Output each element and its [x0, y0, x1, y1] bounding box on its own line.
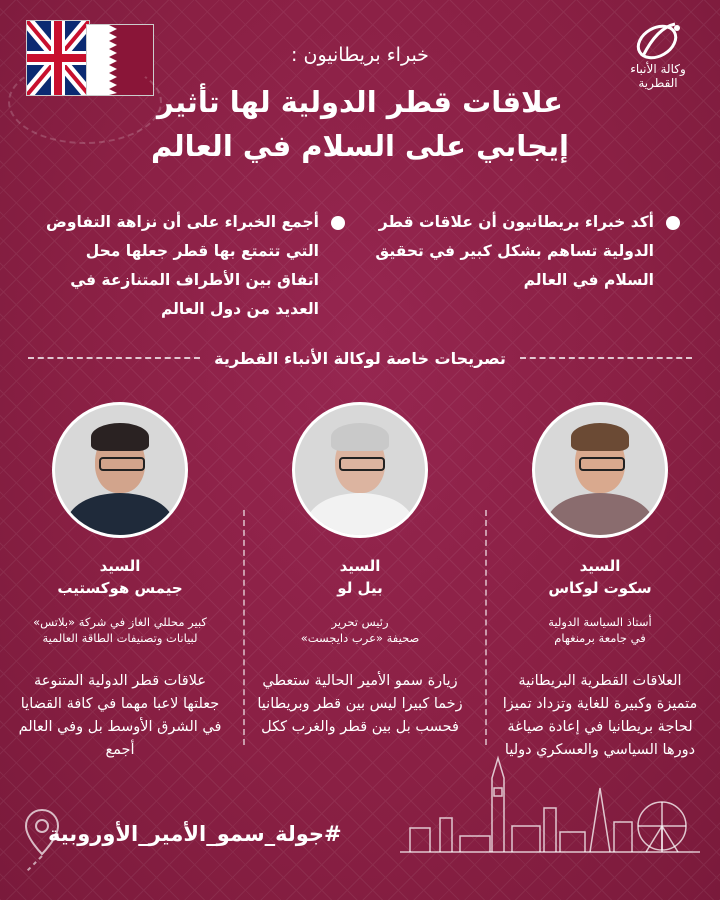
key-point: [375, 208, 680, 338]
expert-role-line: كبير محللي الغاز في شركة «بلاتس»: [33, 615, 207, 629]
logo-text-line1: وكالة الأنباء: [630, 62, 686, 76]
expert-card: [250, 402, 470, 739]
expert-honorific: السيد: [339, 557, 381, 575]
expert-name: بيل لو: [337, 579, 383, 597]
expert-photo: [292, 402, 428, 538]
divider-line: [28, 357, 200, 359]
divider-line: [520, 357, 692, 359]
expert-card: [490, 402, 710, 762]
expert-honorific: السيد: [99, 557, 141, 575]
title-line-1: علاقات قطر الدولية لها تأثير: [157, 85, 563, 119]
expert-quote: زيارة سمو الأمير الحالية ستعطي زخما كبيرا ليس بين قطر وبريطانيا فحسب بل بين قطر والغرب ككل: [257, 673, 463, 735]
expert-quote: علاقات قطر الدولية المتنوعة جعلتها لاعبا مهما في كافة القضايا في الشرق الأوسط بل وفي العالم أجمع: [18, 673, 222, 758]
key-point-text: أكد خبراء بريطانيون أن علاقات قطر الدولية تساهم بشكل كبير في تحقيق السلام في العالم: [375, 213, 654, 289]
bullet-dot-icon: [331, 216, 345, 230]
page-title: [140, 80, 580, 168]
key-points: [40, 208, 680, 338]
expert-role-line: لبيانات وتصنيفات الطاقة العالمية: [42, 631, 198, 645]
bullet-dot-icon: [666, 216, 680, 230]
expert-name: جيمس هوكستيب: [57, 579, 183, 597]
hashtag: #جولة_سمو_الأمير_الأوروبية: [48, 822, 342, 846]
section-divider: [28, 346, 692, 370]
kicker-text: خبراء بريطانيون :: [291, 44, 429, 66]
expert-photo: [532, 402, 668, 538]
expert-honorific: السيد: [579, 557, 621, 575]
stamp-decoration: [8, 60, 162, 144]
title-line-2: إيجابي على السلام في العالم: [151, 129, 569, 163]
column-separator: [485, 510, 487, 745]
expert-photo: [52, 402, 188, 538]
expert-role: [490, 614, 710, 648]
expert-role-line: أستاذ السياسة الدولية: [548, 615, 652, 629]
key-point: [40, 208, 345, 338]
expert-role-line: رئيس تحرير: [331, 615, 389, 629]
expert-role: [250, 614, 470, 648]
expert-role-line: صحيفة «عرب دايجست»: [300, 631, 420, 645]
london-skyline-icon: [400, 748, 700, 858]
expert-role: [10, 614, 230, 648]
logo-text-line2: القطرية: [638, 76, 678, 90]
expert-name: سكوت لوكاس: [548, 579, 652, 597]
key-point-text: أجمع الخبراء على أن نزاهة التفاوض التي تتمتع بها قطر جعلها محل اتفاق بين الأطراف المتنازعة في العديد من دول العالم: [46, 213, 319, 318]
section-label: تصريحات خاصة لوكالة الأنباء القطرية: [214, 348, 506, 368]
column-separator: [243, 510, 245, 745]
expert-quote: العلاقات القطرية البريطانية متميزة وكبيرة للغاية وتزداد تميزا لحاجة بريطانيا في إعادة صياغة دورها السياسي والعسكري دوليا: [502, 673, 698, 758]
expert-card: [10, 402, 230, 762]
expert-role-line: في جامعة برمنغهام: [554, 631, 646, 645]
